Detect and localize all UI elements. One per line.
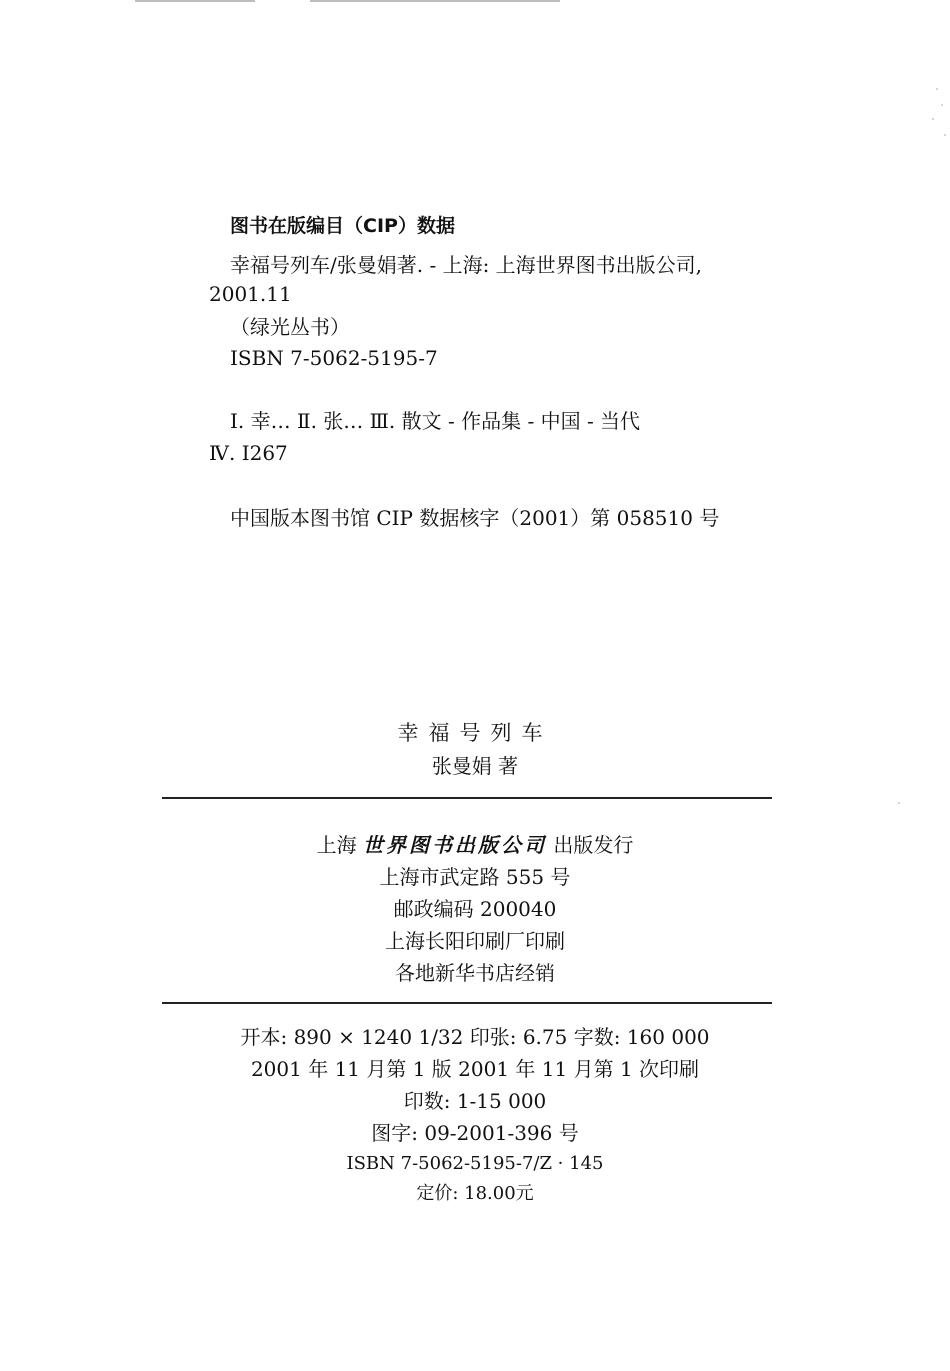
cip-series: （绿光丛书） [230,315,350,339]
cip-line1: 幸福号列车/张曼娟著. - 上海: 上海世界图书出版公司, [230,253,703,277]
book-title: 幸福号列车 [397,721,553,745]
edition-line: 2001 年 11 月第 1 版 2001 年 11 月第 1 次印刷 [250,1057,700,1081]
cip-isbn: ISBN 7-5062-5195-7 [230,346,438,370]
format-line: 开本: 890 × 1240 1/32 印张: 6.75 字数: 160 000 [240,1025,710,1049]
publisher-prefix: 上海 [316,833,357,857]
print-run-line: 印数: 1-15 000 [403,1089,547,1113]
cip-classification-1: Ⅰ. 幸… Ⅱ. 张… Ⅲ. 散文 - 作品集 - 中国 - 当代 [230,409,641,433]
scan-speck [898,802,900,804]
scan-speck [932,118,934,120]
cip-line2: 2001.11 [209,282,292,306]
publisher-logo-text: 世界图书出版公司 [363,833,547,857]
publisher-suffix: 出版发行 [553,833,634,857]
divider-top [162,797,772,799]
price-line: 定价: 18.00元 [416,1183,534,1204]
book-author: 张曼娟 著 [431,754,519,778]
publisher-line [0,832,950,858]
cip-verification: 中国版本图书馆 CIP 数据核字（2001）第 058510 号 [230,506,720,530]
distributor-name: 各地新华书店经销 [395,961,555,985]
scan-speck [936,88,938,90]
cip-classification-2: Ⅳ. I267 [209,441,288,465]
scan-top-edge-mark [310,0,560,2]
registration-line: 图字: 09-2001-396 号 [371,1121,579,1145]
full-isbn-line: ISBN 7-5062-5195-7/Z · 145 [346,1153,604,1174]
divider-bottom [162,1002,772,1004]
cip-heading: 图书在版编目（CIP）数据 [230,215,455,237]
printer-name: 上海长阳印刷厂印刷 [385,929,565,953]
scan-top-edge-mark [135,0,255,2]
publisher-postcode: 邮政编码 200040 [393,897,557,921]
scan-speck [944,134,946,136]
scan-speck [941,104,943,106]
publisher-address: 上海市武定路 555 号 [379,865,571,889]
